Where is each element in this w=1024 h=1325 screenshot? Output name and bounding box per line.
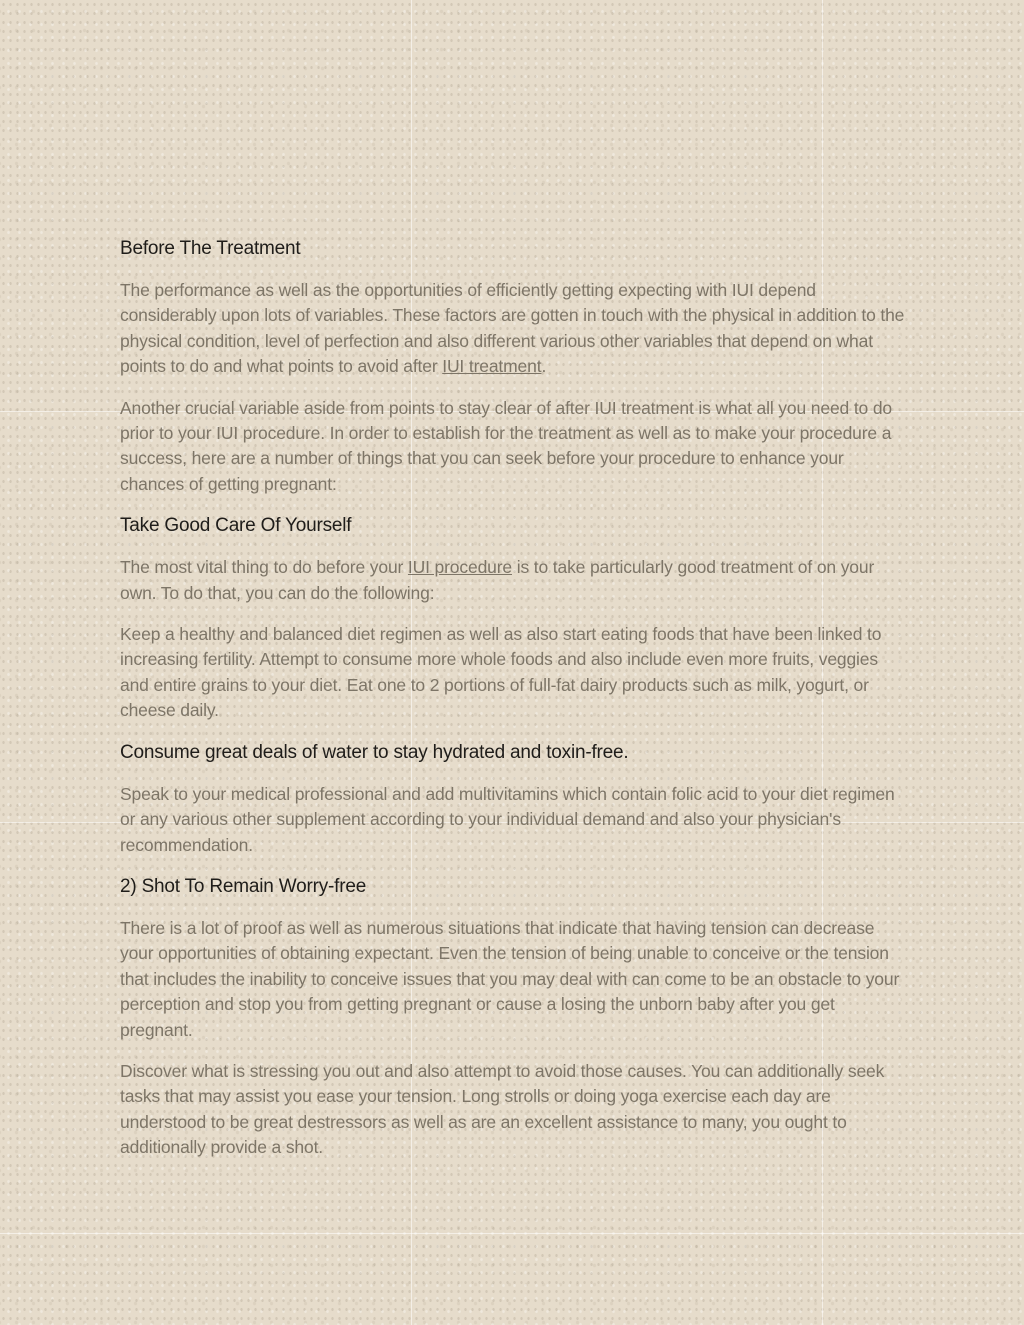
iui-treatment-link[interactable]: IUI treatment: [442, 356, 542, 377]
paragraph-tension: There is a lot of proof as well as numerous situations that indicate that having tension can decrease your opportunities of obtaining expectant. Even the tension of being unable to conceive or the tension that includes the inability to conceive issues that you may deal with can come to be an obstacle to your perception and stop you from getting pregnant or cause a losing the unborn baby after you get pregnant.: [120, 917, 900, 1040]
paragraph-text: is to take particularly good treatment of on your own. To do that, you can do the following:: [120, 557, 875, 603]
paragraph-diet: Keep a healthy and balanced diet regimen as well as also start eating foods that have been linked to increasing fertility. Attempt to consume more whole foods and also include even more fruits, veggies and entire grains to your diet. Eat one to 2 portions of full-fat dairy products such as milk, yogurt, or cheese daily.: [120, 624, 882, 721]
paragraph-another-variable: Another crucial variable aside from points to stay clear of after IUI treatment is what all you need to do prior to your IUI procedure. In order to establish for the treatment as well as to make your procedure a success, here are a number of things that you can seek before your procedure to enhance your chances of getting pregnant:: [120, 397, 892, 494]
paragraph-destress: Discover what is stressing you out and also attempt to avoid those causes. You can additionally seek tasks that may assist you ease your tension. Long strolls or doing yoga exercise each day are understood to be great destressors as well as are an excellent assistance to many, you ought to additionally provide a shot.: [120, 1060, 885, 1158]
paragraph-text: The performance as well as the opportunities of efficiently getting expecting with IUI depend considerably upon lots of variables. These factors are gotten in touch with the physical in addition to the physical condition, level of perfection and also different various other variables that depend on what points to do and what points to avoid after: [120, 280, 905, 377]
iui-procedure-link[interactable]: IUI procedure: [407, 557, 512, 578]
paragraph-multivitamins: Speak to your medical professional and add multivitamins which contain folic acid to your diet regimen or any various other supplement according to your individual demand and also your physician's recommendation.: [120, 783, 895, 855]
paragraph-performance: [120, 278, 906, 380]
section-heading-hydration: Consume great deals of water to stay hydrated and toxin-free.: [120, 741, 629, 763]
background-seam: [0, 1233, 1024, 1234]
paragraph-text: .: [541, 356, 547, 377]
section-heading-before-treatment: Before The Treatment: [120, 238, 301, 259]
section-heading-take-care: Take Good Care Of Yourself: [120, 515, 352, 537]
paragraph-most-vital: [120, 555, 906, 606]
section-heading-worry-free: 2) Shot To Remain Worry-free: [120, 875, 367, 897]
article-body: [120, 236, 906, 1177]
paragraph-text: The most vital thing to do before your: [120, 557, 408, 578]
